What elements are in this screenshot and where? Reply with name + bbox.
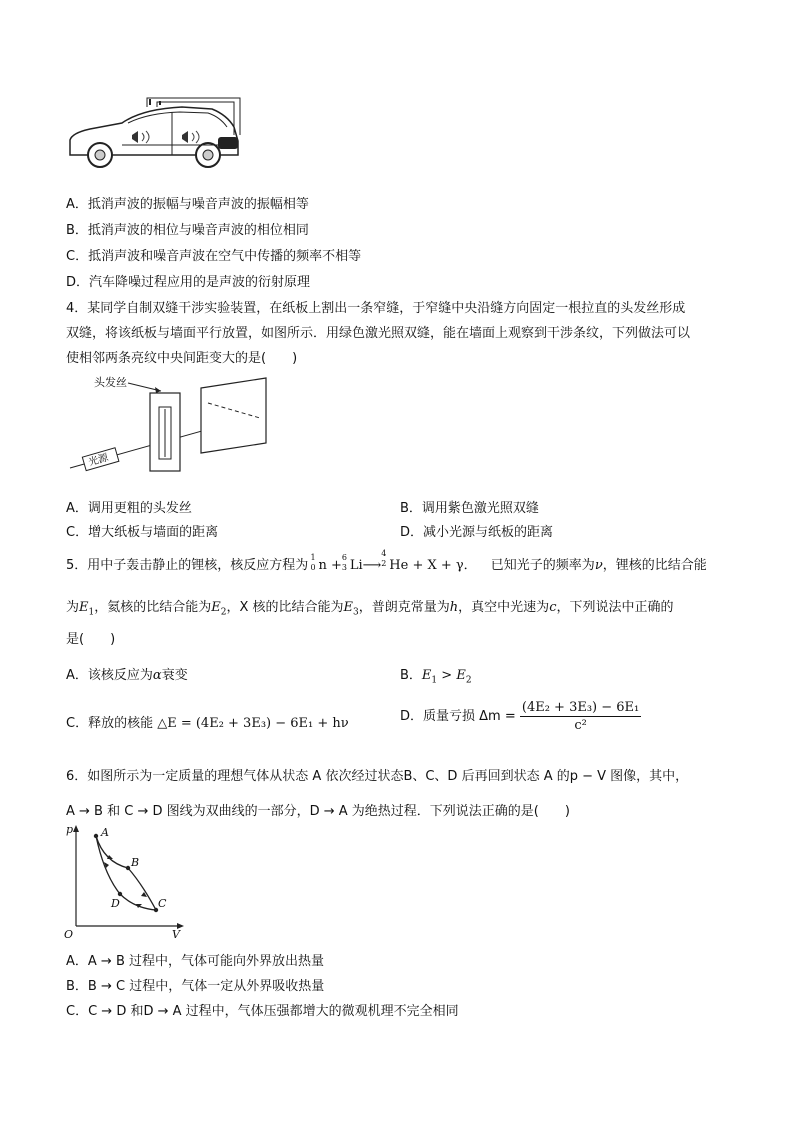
pv-v-label: V: [172, 928, 180, 941]
q4-number: 4．: [66, 301, 88, 316]
q4-stem-line1: 4．某同学自制双缝干涉实验装置，在纸板上割出一条窄缝，于窄缝中央沿缝方向固定一根拉直的头发丝形成: [66, 301, 686, 316]
hair-label: 头发丝: [94, 376, 127, 389]
q4-option-b: B．调用紫色激光照双缝: [400, 501, 539, 516]
q5-stem-line1: 5．用中子轰击静止的锂核，核反应方程为 1 0 n + 6 3 Li⟶ 4 2 He + X + γ． 已知光子的频率为ν，锂核的比结合能: [66, 549, 707, 573]
q4-stem-line3: 使相邻两条亮纹中央间距变大的是( ): [66, 351, 298, 366]
car-noise-cancel-figure: [62, 95, 252, 173]
q5-option-b: B．$E_1 > E_2$: [400, 668, 472, 686]
pv-c-label: C: [158, 897, 167, 910]
pv-d-label: D: [111, 897, 120, 910]
pv-p-label: p: [66, 823, 74, 836]
q3-option-b: B．抵消声波的相位与噪音声波的相位相同: [66, 223, 309, 238]
q6-stem-line2: A → B 和 C → D 图线为双曲线的一部分，D → A 为绝热过程．下列说法正确的是( ): [66, 804, 570, 819]
mass-defect-fraction: $\frac{\text{(4E₂ + 3E₃) − 6E₁}}{\text{c²}}$: [521, 700, 640, 733]
q4-option-c: C．增大纸板与墙面的距离: [66, 525, 219, 540]
pv-graph-figure: [62, 822, 192, 940]
source-label: 光源: [87, 452, 110, 469]
q4-option-a: A．调用更粗的头发丝: [66, 501, 192, 516]
q5-option-d: D．质量亏损 Δm = $\frac{\text{(4E₂ + 3E₃) − 6E₁}}{\text{c²}}$: [400, 700, 640, 733]
q3-option-d: D．汽车降噪过程应用的是声波的衍射原理: [66, 275, 311, 290]
q4-option-d: D．减小光源与纸板的距离: [400, 525, 554, 540]
q4-stem-line2: 双缝，将该纸板与墙面平行放置，如图所示．用绿色激光照双缝，能在墙面上观察到干涉条纹，下列做法可以: [66, 326, 691, 341]
q5-number: 5．: [66, 558, 88, 573]
q5-option-c: C．释放的核能 △E = (4E₂ + 3E₃) − 6E₁ + hν: [66, 716, 349, 731]
q3-option-a: A．抵消声波的振幅与噪音声波的振幅相等: [66, 197, 309, 212]
pv-b-label: B: [131, 856, 140, 869]
q5-stem-line2: 为$E_1$，氦核的比结合能为$E_2$，X 核的比结合能为$E_3$，普朗克常量为h，真空中光速为c，下列说法中正确的: [66, 600, 674, 618]
q6-option-c: C．C → D 和D → A 过程中，气体压强都增大的微观机理不完全相同: [66, 1004, 459, 1019]
q6-option-a: A．A → B 过程中，气体可能向外界放出热量: [66, 954, 325, 969]
q5-stem-line3: 是( ): [66, 632, 116, 647]
q6-option-b: B．B → C 过程中，气体一定从外界吸收热量: [66, 979, 325, 994]
pv-origin-label: O: [64, 928, 74, 941]
q3-option-c: C．抵消声波和噪音声波在空气中传播的频率不相等: [66, 249, 362, 264]
q5-option-a: A．该核反应为α衰变: [66, 668, 188, 683]
q6-stem-line1: 6．如图所示为一定质量的理想气体从状态 A 依次经过状态B、C、D 后再回到状态 A 的p − V 图像，其中，: [66, 769, 689, 784]
pv-a-label: A: [101, 826, 109, 839]
q6-number: 6．: [66, 769, 88, 784]
